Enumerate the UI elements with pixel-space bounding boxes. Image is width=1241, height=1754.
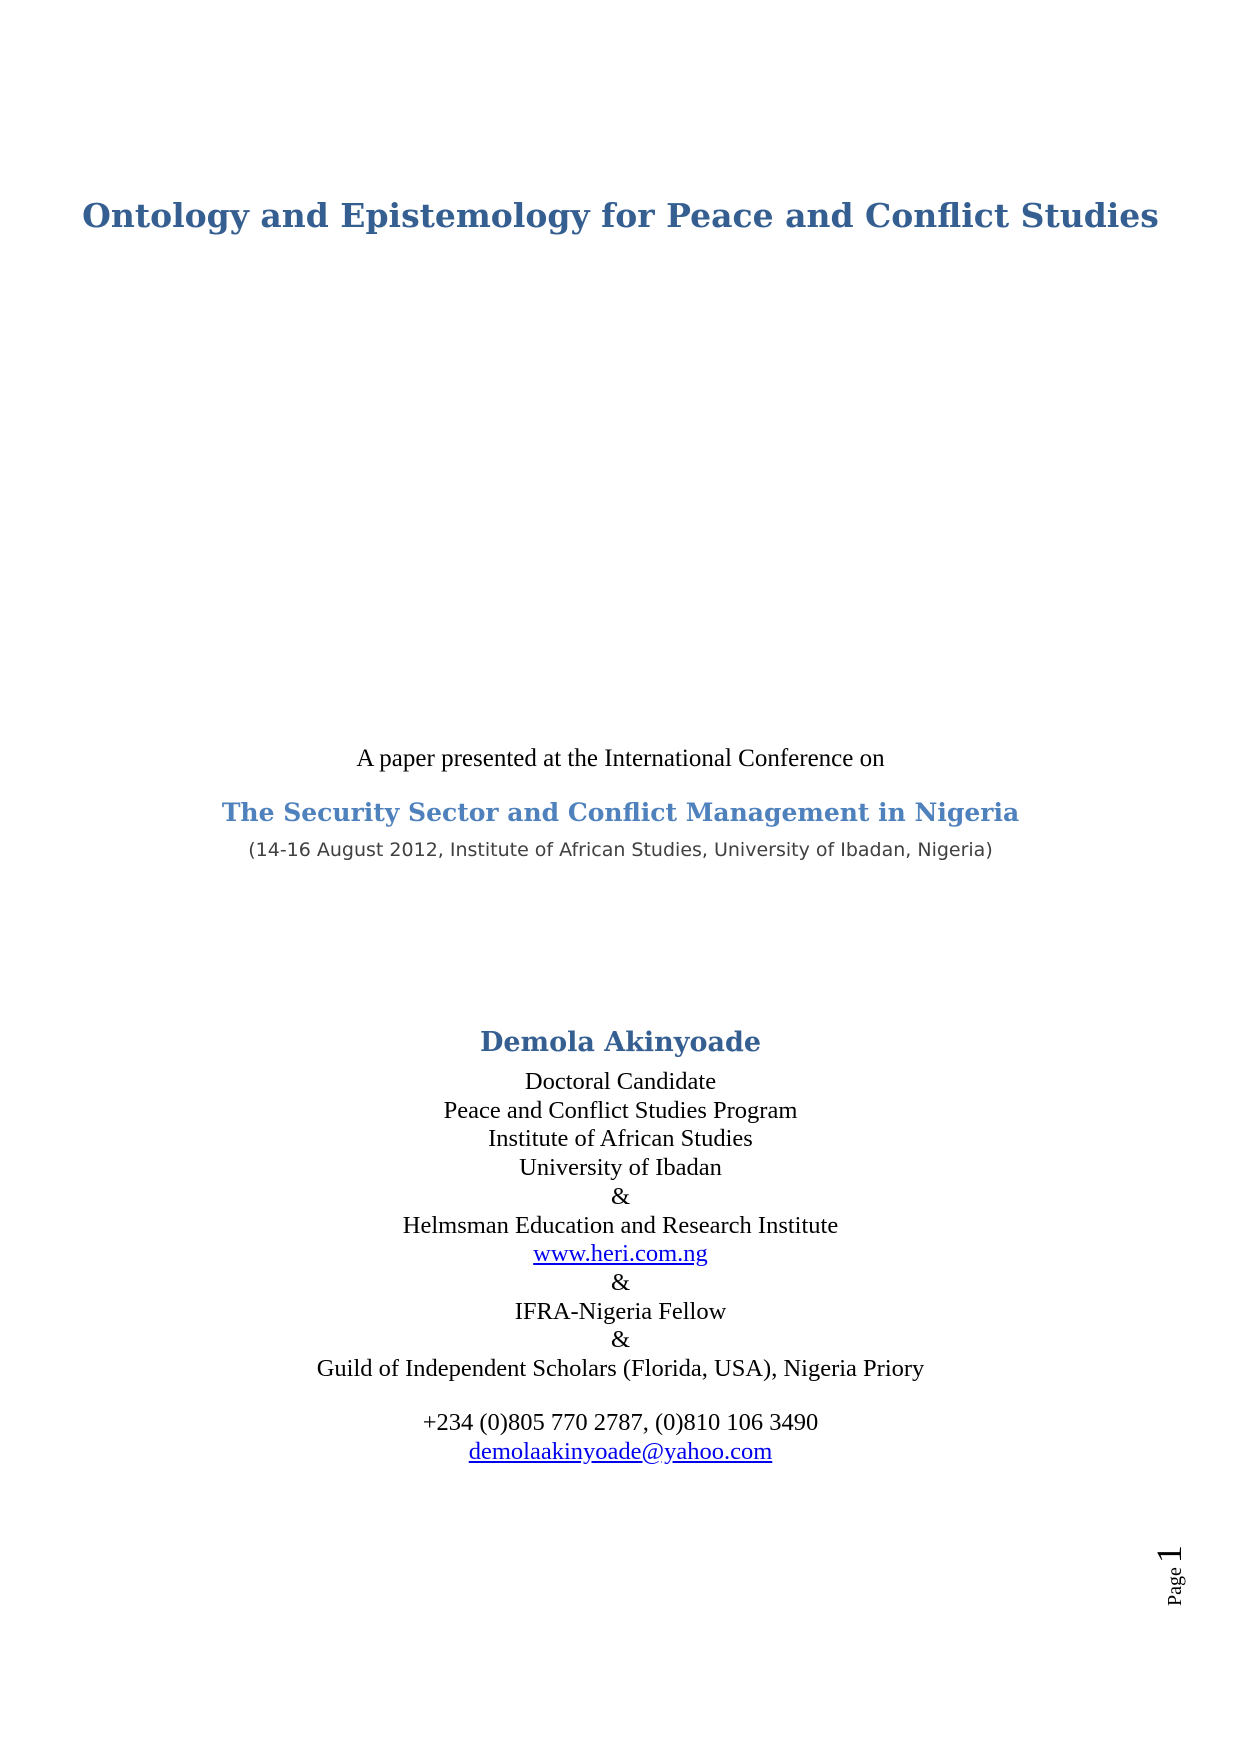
ampersand-separator: & bbox=[610, 1268, 631, 1296]
page-word: Page bbox=[1164, 1567, 1186, 1606]
page-number-rotated bbox=[1148, 1545, 1190, 1606]
affiliation-line: Peace and Conflict Studies Program bbox=[443, 1096, 798, 1124]
website-line bbox=[0, 1240, 1241, 1269]
affiliation-line: IFRA-Nigeria Fellow bbox=[514, 1297, 727, 1325]
affiliation-line: Doctoral Candidate bbox=[524, 1068, 717, 1095]
website-link[interactable]: www.heri.com.ng bbox=[533, 1240, 708, 1268]
author-affiliations bbox=[0, 1068, 1241, 1384]
author-contact bbox=[0, 1409, 1241, 1466]
phone-numbers: +234 (0)805 770 2787, (0)810 106 3490 bbox=[422, 1409, 819, 1436]
affiliation-line: Guild of Independent Scholars (Florida, USA), Nigeria Priory bbox=[316, 1355, 925, 1383]
affiliation-line: Helmsman Education and Research Institute bbox=[402, 1211, 839, 1239]
presented-at-line: A paper presented at the International Conference on bbox=[356, 745, 885, 772]
document-title: Ontology and Epistemology for Peace and Conflict Studies bbox=[82, 196, 1159, 235]
affiliation-line: Institute of African Studies bbox=[488, 1125, 753, 1153]
email-line bbox=[0, 1438, 1241, 1467]
author-name: Demola Akinyoade bbox=[479, 1027, 762, 1058]
email-link[interactable]: demolaakinyoade@yahoo.com bbox=[468, 1437, 773, 1465]
page-number: 1 bbox=[1149, 1545, 1189, 1564]
ampersand-separator: & bbox=[610, 1182, 631, 1210]
affiliation-line: University of Ibadan bbox=[519, 1154, 722, 1182]
conference-title: The Security Sector and Conflict Management in Nigeria bbox=[221, 798, 1020, 827]
ampersand-separator: & bbox=[610, 1326, 631, 1354]
page-number-label bbox=[1148, 1516, 1198, 1616]
conference-details: (14-16 August 2012, Institute of African Studies, University of Ibadan, Nigeria) bbox=[248, 839, 993, 861]
